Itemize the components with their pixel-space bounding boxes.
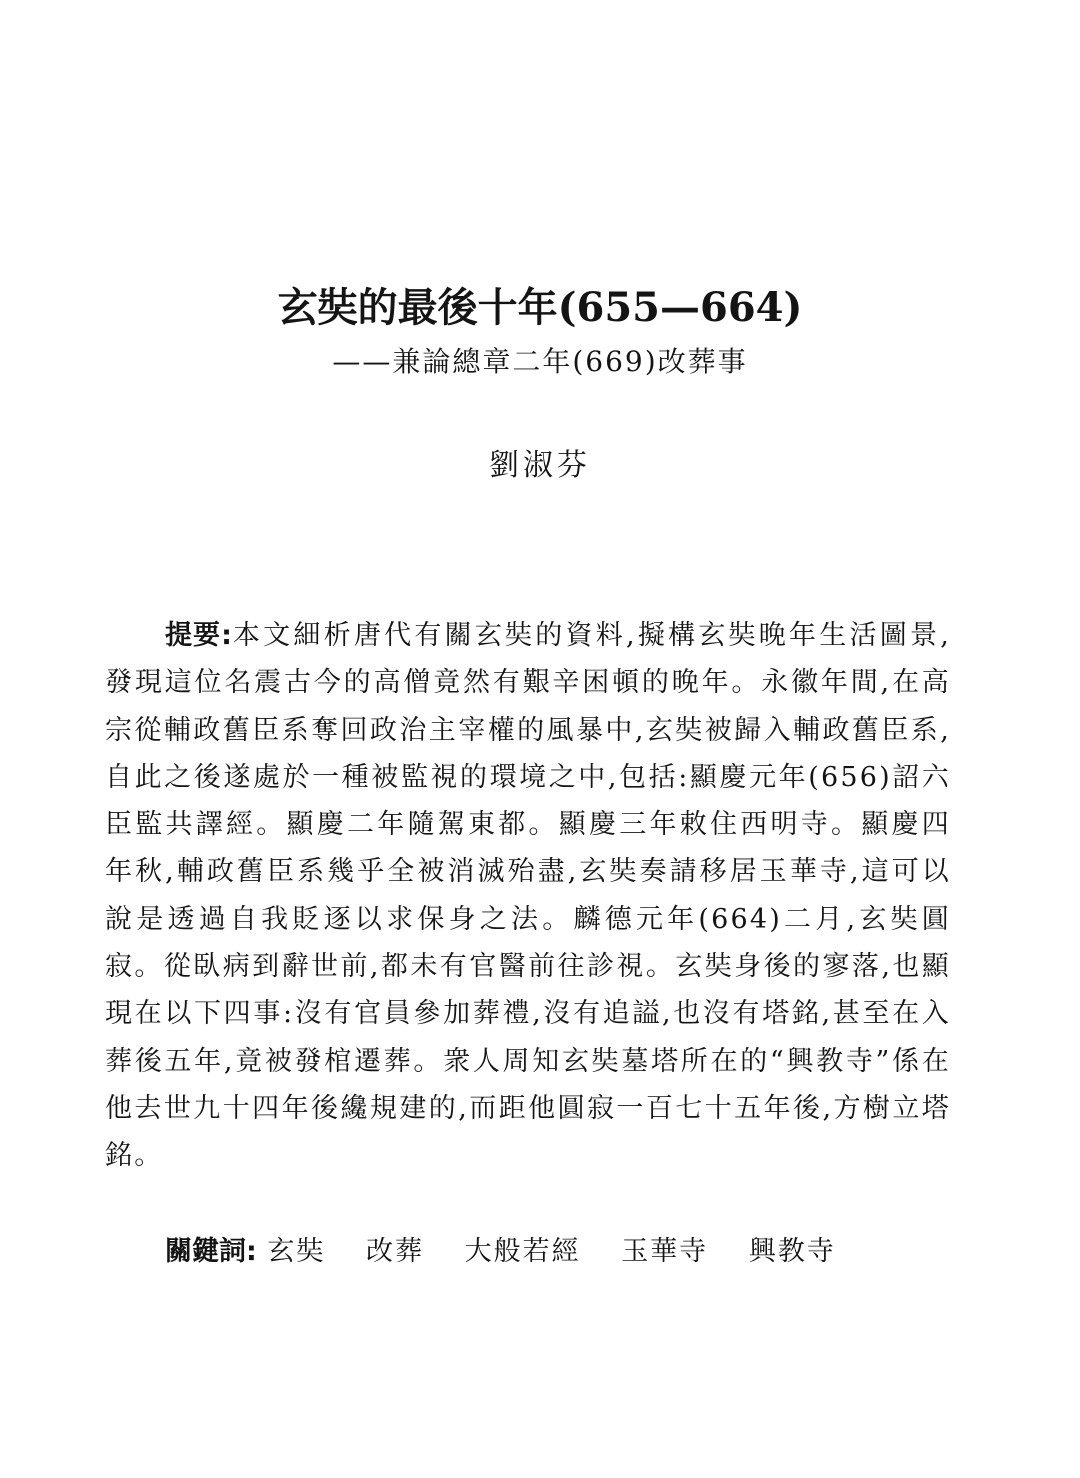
author-name: 劉淑芬 [489, 448, 591, 483]
keyword: 玄奘 [267, 1236, 326, 1267]
keyword: 玉華寺 [621, 1236, 709, 1267]
paper-subtitle: ——兼論總章二年(669)改葬事 [332, 345, 748, 378]
keyword: 大般若經 [464, 1236, 581, 1267]
keywords [165, 1230, 866, 1274]
keyword: 改葬 [366, 1236, 424, 1267]
keywords-label: 關鍵詞: [165, 1236, 257, 1267]
abstract-text: 本文細析唐代有關玄奘的資料,擬構玄奘晚年生活圖景,發現這位名震古今的高僧竟然有艱辛困頓的晚年。永徽年間,在高宗從輔政舊臣系奪回政治主宰權的風暴中,玄奘被歸入輔政舊臣系,自此之後遂處於一種被監視的環境之中,包括:顯慶元年(656)詔六臣監共譯經。顯慶二年隨駕東都。顯慶三年敕住西明寺。顯慶四年秋,輔政舊臣系幾乎全被消滅殆盡,玄奘奏請移居玉華寺,這可以說是透過自我貶逐以求保身之法。麟德元年(664)二月,玄奘圓寂。從臥病到辭世前,都未有官醫前往診視。玄奘身後的寥落,也顯現在以下四事:沒有官員參加葬禮,沒有追謚,也沒有塔銘,甚至在入葬後五年,竟被發棺遷葬。衆人周知玄奘墓塔所在的“興教寺”係在他去世九十四年後纔規建的,而距他圓寂一百七十五年後,方樹立塔銘。 [105, 620, 951, 1172]
abstract [105, 612, 951, 1180]
paper-title: 玄奘的最後十年(655—664) [277, 284, 803, 331]
keyword: 興教寺 [748, 1236, 836, 1267]
abstract-label: 提要: [165, 620, 232, 651]
